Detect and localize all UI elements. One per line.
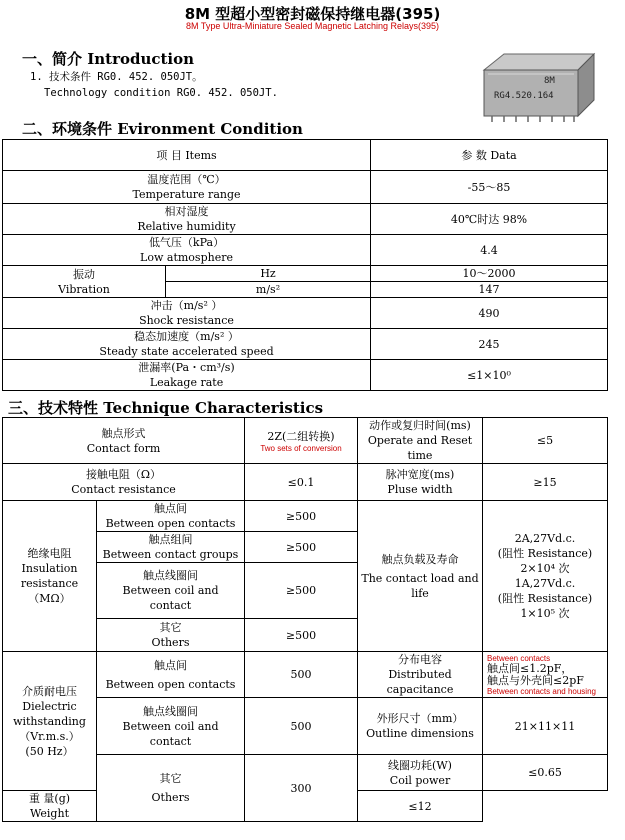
temp-en: Temperature range: [132, 188, 241, 201]
cap-value-1: 触点间≤1.2pF，: [487, 661, 573, 675]
cr-en: Contact resistance: [71, 483, 176, 496]
ins-en-1: Insulation: [21, 562, 78, 575]
pulse-cn: 脉冲宽度(ms): [385, 468, 455, 481]
ins-other-en: Others: [151, 636, 190, 649]
low-value: 4.4: [371, 235, 608, 266]
cap-red-1: Between contacts: [487, 653, 551, 663]
oper-cn: 动作或复归时间(ms): [369, 419, 471, 432]
relay-marking-top: 8M: [544, 76, 555, 86]
die-coil-en-2: contact: [149, 734, 192, 748]
ins-cn: 绝缘电阻: [27, 547, 72, 560]
ins-unit: （MΩ）: [28, 592, 71, 605]
dim-cn: 外形尺寸（mm）: [376, 712, 464, 725]
form-en: Contact form: [86, 441, 161, 455]
page-title: 8M 型超小型密封磁保持继电器(395): [184, 5, 441, 23]
table-row: [3, 171, 608, 204]
vib-hz-label: Hz: [166, 266, 371, 282]
coil-cn: 线圈功耗(W): [388, 758, 452, 772]
acc-en: Steady state accelerated speed: [99, 345, 274, 358]
shock-en: Shock resistance: [139, 314, 234, 327]
die-cn: 介质耐电压: [22, 684, 77, 698]
low-en: Low atmosphere: [140, 251, 233, 264]
ins-open-en: Between open contacts: [105, 517, 236, 530]
dim-value: 21×11×11: [483, 698, 608, 755]
die-open-en: Between open contacts: [105, 677, 236, 691]
table-row: [3, 501, 608, 532]
ins-group-cn: 触点组间: [148, 533, 193, 546]
die-en-1: Dielectric: [22, 699, 77, 713]
shock-cn: 冲击（m/s² ）: [150, 299, 223, 312]
env-table: [2, 139, 608, 391]
leak-value: ≤1×10⁰: [371, 360, 608, 391]
table-row: [3, 360, 608, 391]
table-row: [3, 464, 608, 501]
die-unit-1: （Vr.m.s.）: [19, 729, 80, 743]
env-header-data: 参 数 Data: [371, 140, 608, 171]
ins-coil-value: ≥500: [245, 563, 358, 619]
cr-value: ≤0.1: [245, 464, 358, 501]
temp-value: -55～85: [371, 171, 608, 204]
page-subtitle: 8M Type Ultra-Miniature Sealed Magnetic Latching Relays(395): [186, 21, 439, 31]
ins-coil-en-1: Between coil and: [122, 584, 219, 597]
ins-group-en: Between contact groups: [102, 548, 239, 561]
oper-en: Operate and Reset time: [367, 434, 473, 462]
shock-value: 490: [371, 298, 608, 329]
acc-value: 245: [371, 329, 608, 360]
ins-open-value: ≥500: [245, 501, 358, 532]
ins-en-2: resistance: [20, 577, 79, 590]
pulse-en: Pluse width: [387, 483, 453, 496]
oper-value: ≤5: [483, 418, 608, 464]
die-coil-en-1: Between coil and: [122, 719, 219, 733]
die-en-2: withstanding: [13, 714, 86, 728]
env-header-items: 项 目 Items: [3, 140, 371, 171]
temp-cn: 温度范围（℃）: [147, 173, 226, 186]
vib-ms-label: m/s²: [166, 282, 371, 298]
table-row: [3, 204, 608, 235]
weight-value: ≤12: [358, 791, 483, 822]
load-line-3: 2×10⁴ 次: [520, 562, 570, 575]
relay-marking-bottom: RG4.520.164: [494, 91, 554, 101]
tech-table: [2, 417, 608, 822]
ins-coil-cn: 触点线圈间: [143, 569, 198, 582]
table-row: [3, 235, 608, 266]
table-row: [3, 298, 608, 329]
cap-value-2: 触点与外壳间≤2pF: [487, 673, 584, 687]
vib-en: Vibration: [58, 282, 110, 296]
intro-heading: 一、简介 Introduction: [22, 50, 195, 68]
form-value: 2Z(二组转换): [267, 429, 335, 443]
leak-en: Leakage rate: [149, 376, 224, 389]
pulse-value: ≥15: [483, 464, 608, 501]
hum-en: Relative humidity: [137, 220, 236, 233]
load-en-2: life: [411, 586, 429, 600]
load-line-6: 1×10⁵ 次: [520, 607, 570, 620]
ins-other-value: ≥500: [245, 619, 358, 652]
die-unit-2: (50 Hz）: [25, 744, 74, 758]
hum-cn: 相对湿度: [164, 205, 209, 218]
load-cn: 触点负载及寿命: [381, 552, 459, 566]
die-other-cn: 其它: [159, 772, 182, 785]
env-heading: 二、环境条件 Evironment Condition: [22, 120, 303, 138]
vib-cn: 振动: [73, 267, 95, 281]
die-open-cn: 触点间: [154, 658, 187, 672]
vib-ms-value: 147: [371, 282, 608, 298]
coil-en: Coil power: [389, 773, 451, 787]
form-value-en: Two sets of conversion: [260, 443, 342, 453]
table-row: [3, 266, 608, 282]
die-open-value: 500: [245, 652, 358, 698]
die-other-en: Others: [151, 791, 190, 804]
load-line-1: 2A,27Vd.c.: [514, 532, 576, 545]
table-row: [3, 329, 608, 360]
die-coil-value: 500: [245, 698, 358, 755]
cap-red-2: Between contacts and housing: [487, 686, 596, 696]
ins-group-value: ≥500: [245, 532, 358, 563]
intro-line-2: Technology condition RG0. 452. 050JT.: [44, 87, 278, 99]
ins-coil-en-2: contact: [149, 599, 192, 612]
vib-hz-value: 10～2000: [371, 266, 608, 282]
relay-image: [478, 50, 596, 126]
table-row: [3, 418, 608, 464]
tech-heading: 三、技术特性 Technique Characteristics: [8, 399, 324, 417]
die-coil-cn: 触点线圈间: [143, 704, 198, 718]
hum-value: 40℃时达 98%: [371, 204, 608, 235]
ins-other-cn: 其它: [159, 621, 182, 634]
leak-cn: 泄漏率(Pa・cm³/s): [138, 361, 235, 374]
form-cn: 触点形式: [101, 426, 146, 440]
die-other-value: 300: [245, 755, 358, 822]
dim-en: Outline dimensions: [366, 727, 474, 740]
load-line-2: (阻性 Resistance): [497, 547, 593, 560]
load-en-1: The contact load and: [361, 571, 479, 585]
cap-cn: 分布电容: [398, 653, 442, 666]
weight-cn: 重 量(g): [28, 792, 71, 805]
cap-en-1: Distributed: [388, 668, 452, 681]
coil-value: ≤0.65: [483, 755, 608, 791]
intro-line-1: 1. 技术条件 RG0. 452. 050JT。: [30, 71, 203, 83]
ins-open-cn: 触点间: [154, 502, 187, 515]
cr-cn: 接触电阻（Ω）: [85, 468, 162, 481]
load-line-4: 1A,27Vd.c.: [514, 577, 576, 590]
low-cn: 低气压（kPa）: [148, 236, 225, 249]
weight-en: Weight: [30, 807, 69, 820]
load-line-5: (阻性 Resistance): [497, 592, 593, 605]
table-row: [3, 652, 608, 698]
acc-cn: 稳态加速度（m/s² ）: [134, 330, 239, 343]
cap-en-2: capacitance: [386, 683, 454, 696]
